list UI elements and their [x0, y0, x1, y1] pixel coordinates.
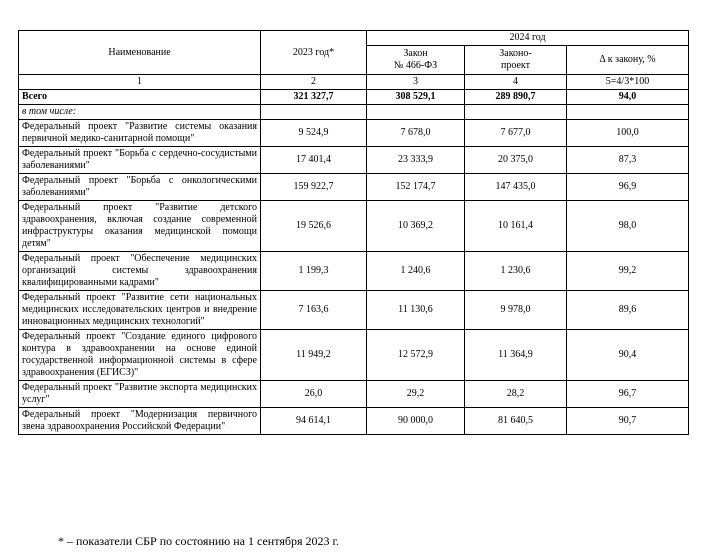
col-num-1: 1	[19, 75, 261, 90]
table-row	[19, 174, 689, 201]
total-project: 289 890,7	[465, 90, 567, 105]
col-num-4: 4	[465, 75, 567, 90]
cell-law: 7 678,0	[367, 120, 465, 147]
total-2023: 321 327,7	[261, 90, 367, 105]
header-law	[367, 46, 465, 75]
header-row-top	[19, 31, 689, 46]
cell-law: 29,2	[367, 381, 465, 408]
cell-delta: 90,7	[567, 408, 689, 435]
cell-project: 147 435,0	[465, 174, 567, 201]
header-project-line2: проект	[500, 60, 530, 71]
subheader-empty-5	[567, 105, 689, 120]
cell-delta: 96,9	[567, 174, 689, 201]
table-row	[19, 408, 689, 435]
table-row	[19, 330, 689, 381]
subheader-label: в том числе:	[19, 105, 261, 120]
cell-law: 90 000,0	[367, 408, 465, 435]
cell-v2023: 1 199,3	[261, 252, 367, 291]
table-row	[19, 381, 689, 408]
cell-delta: 89,6	[567, 291, 689, 330]
cell-law: 23 333,9	[367, 147, 465, 174]
column-number-row	[19, 75, 689, 90]
header-2024-group: 2024 год	[367, 31, 689, 46]
cell-name: Федеральный проект "Модернизация первичного звена здравоохранения Российской Федерации"	[19, 408, 261, 435]
cell-project: 11 364,9	[465, 330, 567, 381]
col-num-2: 2	[261, 75, 367, 90]
header-2023: 2023 год*	[261, 31, 367, 75]
cell-v2023: 94 614,1	[261, 408, 367, 435]
cell-delta: 98,0	[567, 201, 689, 252]
cell-law: 11 130,6	[367, 291, 465, 330]
cell-name: Федеральный проект "Обеспечение медицинских организаций системы здравоохранения квалифицированными кадрами"	[19, 252, 261, 291]
table-row	[19, 291, 689, 330]
col-num-5: 5=4/3*100	[567, 75, 689, 90]
cell-law: 1 240,6	[367, 252, 465, 291]
header-law-line1: Закон	[403, 48, 428, 59]
cell-project: 1 230,6	[465, 252, 567, 291]
cell-v2023: 26,0	[261, 381, 367, 408]
cell-delta: 90,4	[567, 330, 689, 381]
cell-law: 12 572,9	[367, 330, 465, 381]
cell-law: 10 369,2	[367, 201, 465, 252]
footnote: * – показатели СБР по состоянию на 1 сентября 2023 г.	[58, 534, 340, 548]
cell-delta: 100,0	[567, 120, 689, 147]
cell-name: Федеральный проект "Борьба с онкологическими заболеваниями"	[19, 174, 261, 201]
header-project-line1: Законо-	[499, 48, 532, 59]
cell-name: Федеральный проект "Развитие системы оказания первичной медико-санитарной помощи"	[19, 120, 261, 147]
cell-project: 7 677,0	[465, 120, 567, 147]
table-row	[19, 147, 689, 174]
cell-delta: 99,2	[567, 252, 689, 291]
cell-project: 81 640,5	[465, 408, 567, 435]
subheader-row	[19, 105, 689, 120]
col-num-3: 3	[367, 75, 465, 90]
cell-name: Федеральный проект "Развитие детского здравоохранения, включая создание современной инфраструктуры оказания медицинской помощи детям"	[19, 201, 261, 252]
cell-project: 9 978,0	[465, 291, 567, 330]
table-row	[19, 201, 689, 252]
cell-v2023: 17 401,4	[261, 147, 367, 174]
cell-name: Федеральный проект "Развитие экспорта медицинских услуг"	[19, 381, 261, 408]
cell-law: 152 174,7	[367, 174, 465, 201]
subheader-empty-3	[367, 105, 465, 120]
header-law-line2: № 466-ФЗ	[393, 60, 438, 71]
cell-delta: 96,7	[567, 381, 689, 408]
cell-v2023: 11 949,2	[261, 330, 367, 381]
total-law: 308 529,1	[367, 90, 465, 105]
total-delta: 94,0	[567, 90, 689, 105]
cell-v2023: 7 163,6	[261, 291, 367, 330]
cell-project: 28,2	[465, 381, 567, 408]
header-project	[465, 46, 567, 75]
table-row	[19, 252, 689, 291]
header-name: Наименование	[19, 31, 261, 75]
cell-project: 20 375,0	[465, 147, 567, 174]
total-row	[19, 90, 689, 105]
table-row	[19, 120, 689, 147]
header-delta: Δ к закону, %	[567, 46, 689, 75]
subheader-empty-2	[261, 105, 367, 120]
total-name: Всего	[19, 90, 261, 105]
cell-name: Федеральный проект "Борьба с сердечно-сосудистыми заболеваниями"	[19, 147, 261, 174]
cell-project: 10 161,4	[465, 201, 567, 252]
cell-v2023: 9 524,9	[261, 120, 367, 147]
cell-delta: 87,3	[567, 147, 689, 174]
cell-v2023: 159 922,7	[261, 174, 367, 201]
table-body	[19, 31, 689, 435]
budget-table	[18, 30, 689, 435]
cell-name: Федеральный проект "Создание единого цифрового контура в здравоохранении на основе единой государственной информационной системы в сфере здравоохранения (ЕГИСЗ)"	[19, 330, 261, 381]
subheader-empty-4	[465, 105, 567, 120]
cell-v2023: 19 526,6	[261, 201, 367, 252]
cell-name: Федеральный проект "Развитие сети национальных медицинских исследовательских центров и внедрение инновационных медицинских технологий"	[19, 291, 261, 330]
